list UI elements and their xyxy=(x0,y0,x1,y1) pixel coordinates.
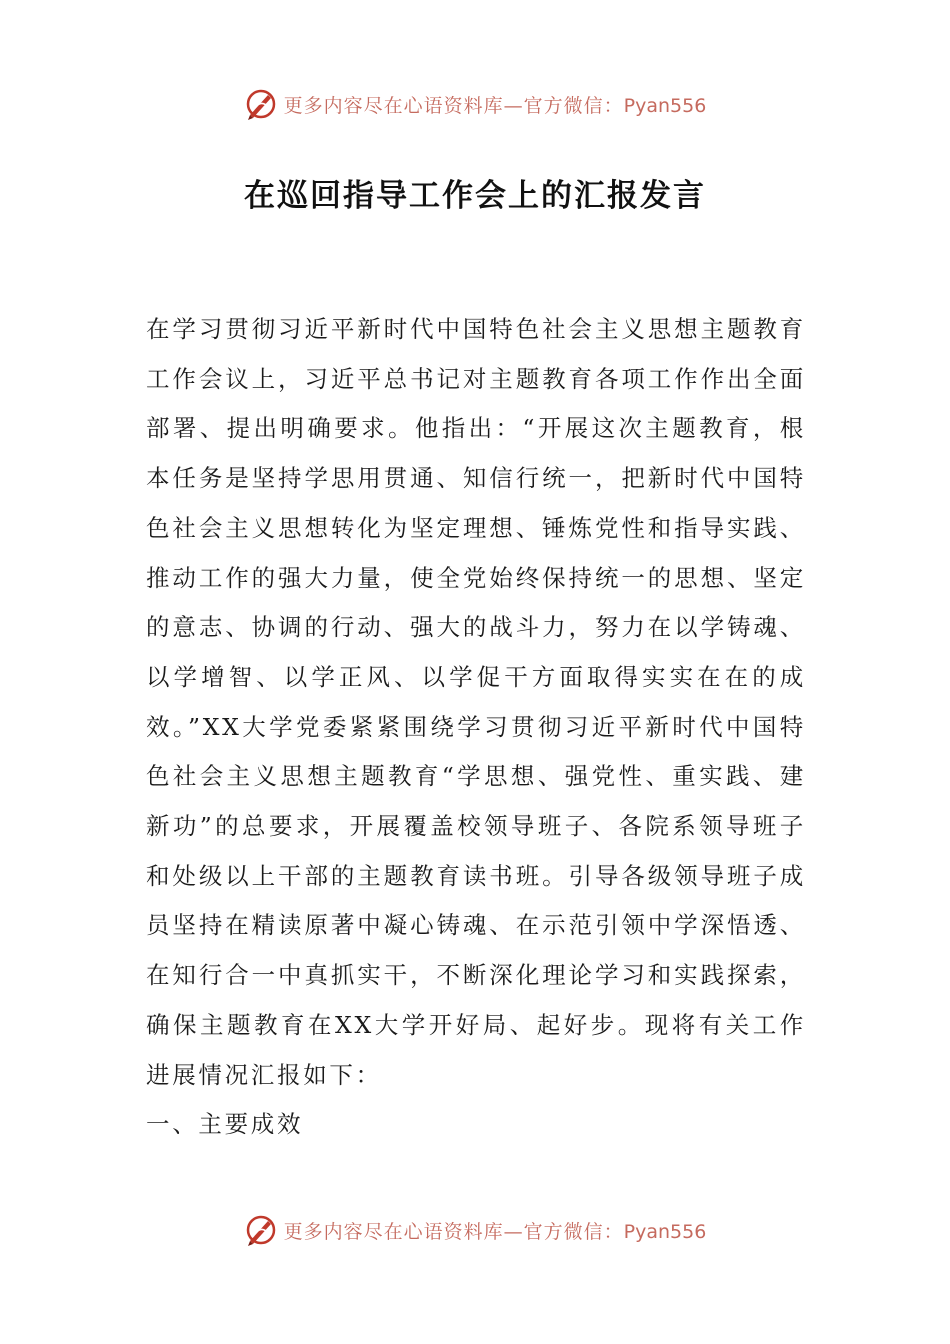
footer-brand-line xyxy=(284,1217,707,1244)
section-heading: 一、主要成效 xyxy=(146,1110,304,1139)
pen-logo-icon xyxy=(244,87,278,121)
header-brand-text: 更多内容尽在心语资料库—官方微信： xyxy=(283,94,624,117)
header-brand-line xyxy=(284,91,707,118)
document-body xyxy=(146,305,806,1150)
document-title: 在巡回指导工作会上的汇报发言 xyxy=(244,178,706,214)
footer-watermark xyxy=(0,1210,950,1250)
header-wechat-id: Pyan556 xyxy=(623,94,707,117)
footer-wechat-id: Pyan556 xyxy=(623,1220,707,1243)
header-watermark xyxy=(0,84,950,124)
pen-logo-icon xyxy=(244,1213,278,1247)
body-paragraph: 在学习贯彻习近平新时代中国特色社会主义思想主题教育工作会议上，习近平总书记对主题教育各项工作作出全面部署、提出明确要求。他指出：“开展这次主题教育，根本任务是坚持学思用贯通、知信行统一，把新时代中国特色社会主义思想转化为坚定理想、锤炼党性和指导实践、推动工作的强大力量，使全党始终保持统一的思想、坚定的意志、协调的行动、强大的战斗力，努力在以学铸魂、以学增智、以学正风、以学促干方面取得实实在在的成效。”XX大学党委紧紧围绕学习贯彻习近平新时代中国特色社会主义思想主题教育“学思想、强党性、重实践、建新功”的总要求，开展覆盖校领导班子、各院系领导班子和处级以上干部的主题教育读书班。引导各级领导班子成员坚持在精读原著中凝心铸魂、在示范引领中学深悟透、在知行合一中真抓实干，不断深化理论学习和实践探索，确保主题教育在XX大学开好局、起好步。现将有关工作进展情况汇报如下： xyxy=(146,315,806,1089)
footer-brand-text: 更多内容尽在心语资料库—官方微信： xyxy=(283,1220,624,1243)
